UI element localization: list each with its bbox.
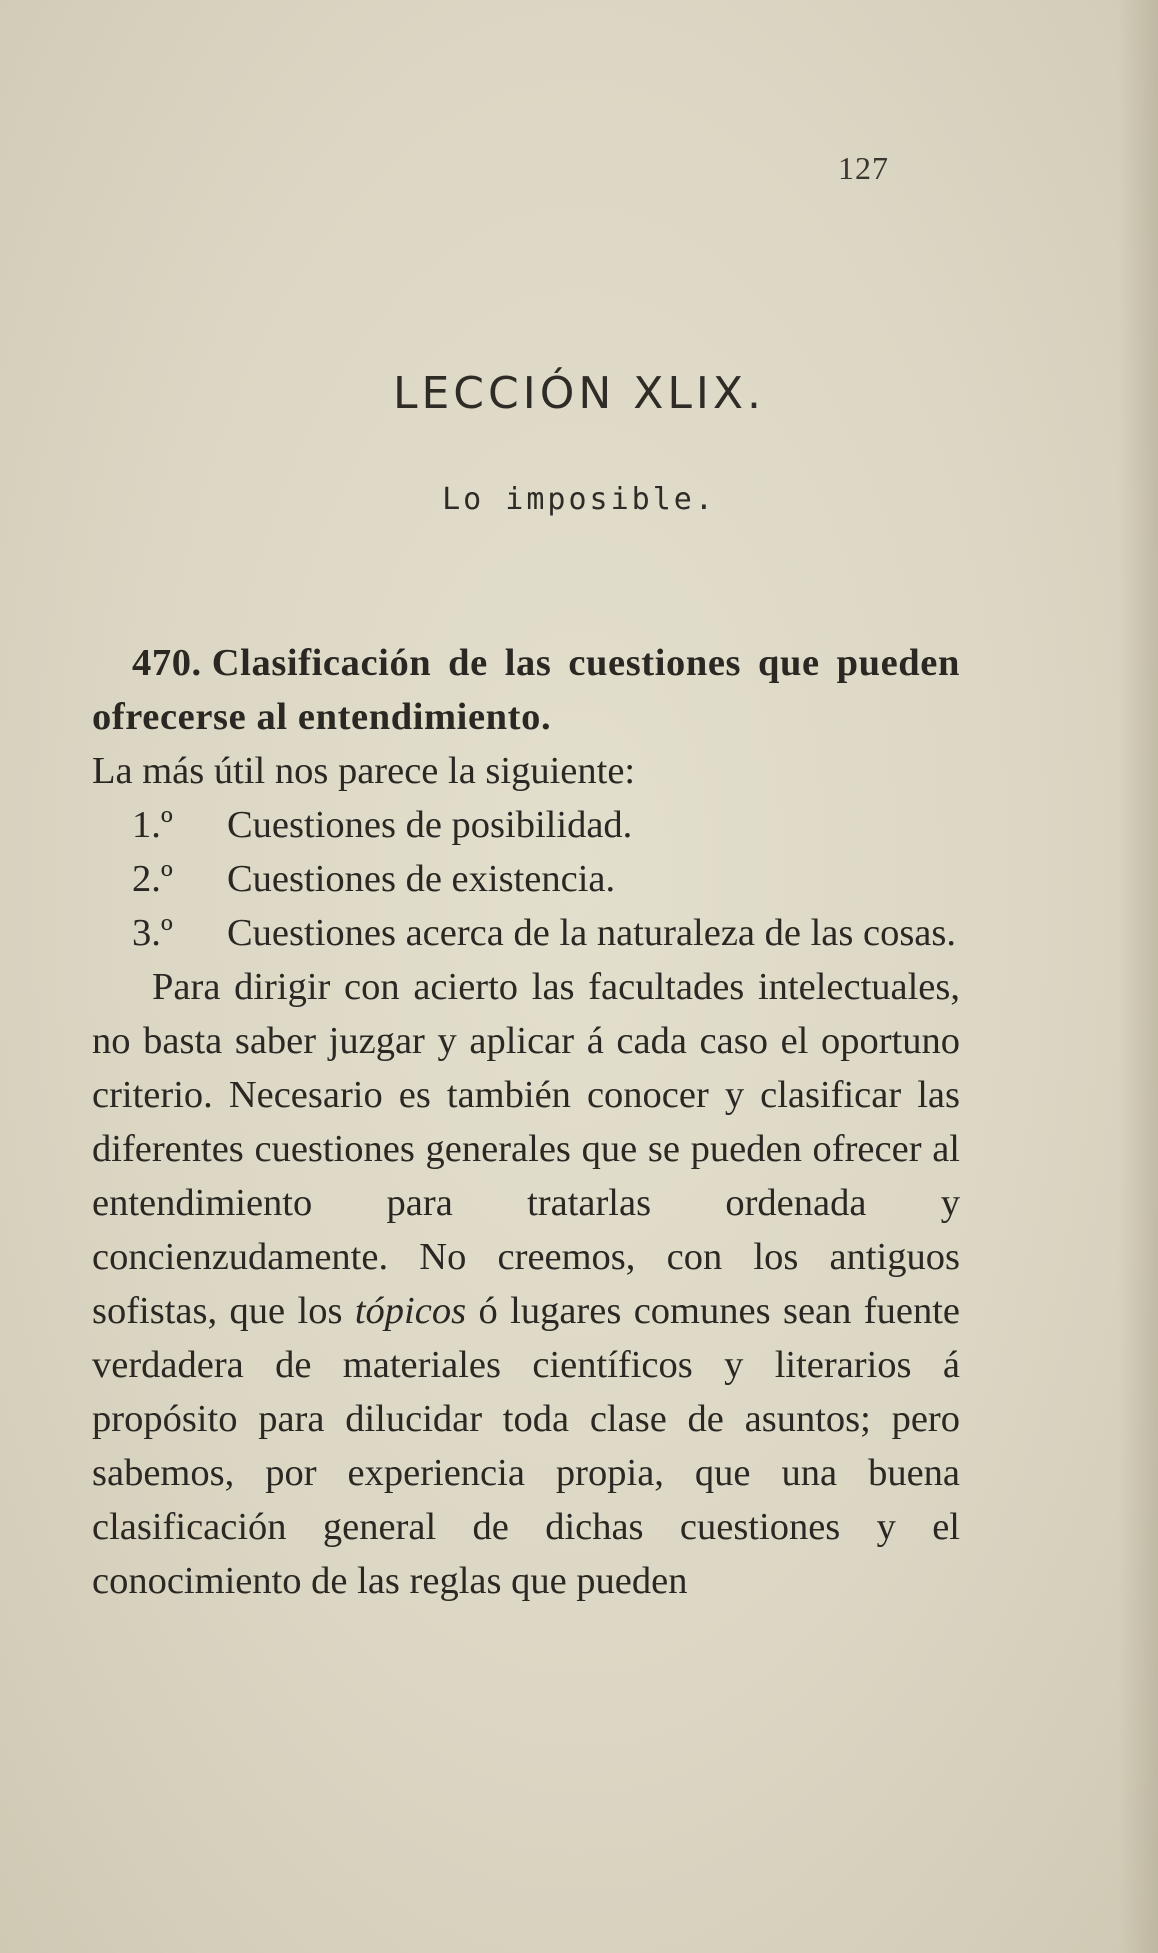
paragraph-end: ó lugares comunes sean fuente verdadera de materiales científicos y literarios á propósito para dilucidar toda clase de asuntos; pero sabemos, por experiencia propia, que una buena clasificación general de dichas cuestiones y el conocimiento de las reglas que pueden bbox=[92, 1290, 960, 1602]
list-item bbox=[92, 906, 960, 960]
list-item-mark: 2.º bbox=[132, 858, 173, 900]
list-item-text: Cuestiones acerca de la naturaleza de las cosas. bbox=[227, 912, 956, 954]
list-item bbox=[92, 852, 960, 906]
section-heading bbox=[92, 636, 960, 744]
body-text bbox=[92, 636, 960, 1608]
lesson-subtitle: Lo imposible. bbox=[442, 482, 716, 517]
lesson-title: LECCIÓN XLIX. bbox=[392, 368, 766, 419]
paragraph-start: Para dirigir con acierto las facultades intelectuales, no basta saber juzgar y aplicar á cada caso el oportuno criterio. Necesario es también conocer y clasificar las diferentes cuestiones generales que se pueden ofrecer al entendimiento para tratarlas ordenada y concienzudamente. No creemos, con los antiguos sofistas, que los bbox=[92, 966, 960, 1332]
section-intro: La más útil nos parece la siguiente: bbox=[92, 750, 636, 792]
section-number: 470. bbox=[132, 642, 202, 684]
paragraph-emphasis: tópicos bbox=[354, 1290, 467, 1332]
section-heading-text: Clasificación de las cuestiones que pueden ofrecerse al entendimiento. bbox=[92, 642, 960, 738]
body-paragraph bbox=[92, 960, 960, 1608]
page-edge-shadow bbox=[1118, 0, 1158, 1953]
list-item-mark: 1.º bbox=[132, 804, 173, 846]
list-item-mark: 3.º bbox=[132, 912, 173, 954]
list-item-text: Cuestiones de posibilidad. bbox=[227, 804, 633, 846]
page-number: 127 bbox=[838, 150, 889, 186]
list-item-text: Cuestiones de existencia. bbox=[227, 858, 616, 900]
list-item bbox=[92, 798, 960, 852]
